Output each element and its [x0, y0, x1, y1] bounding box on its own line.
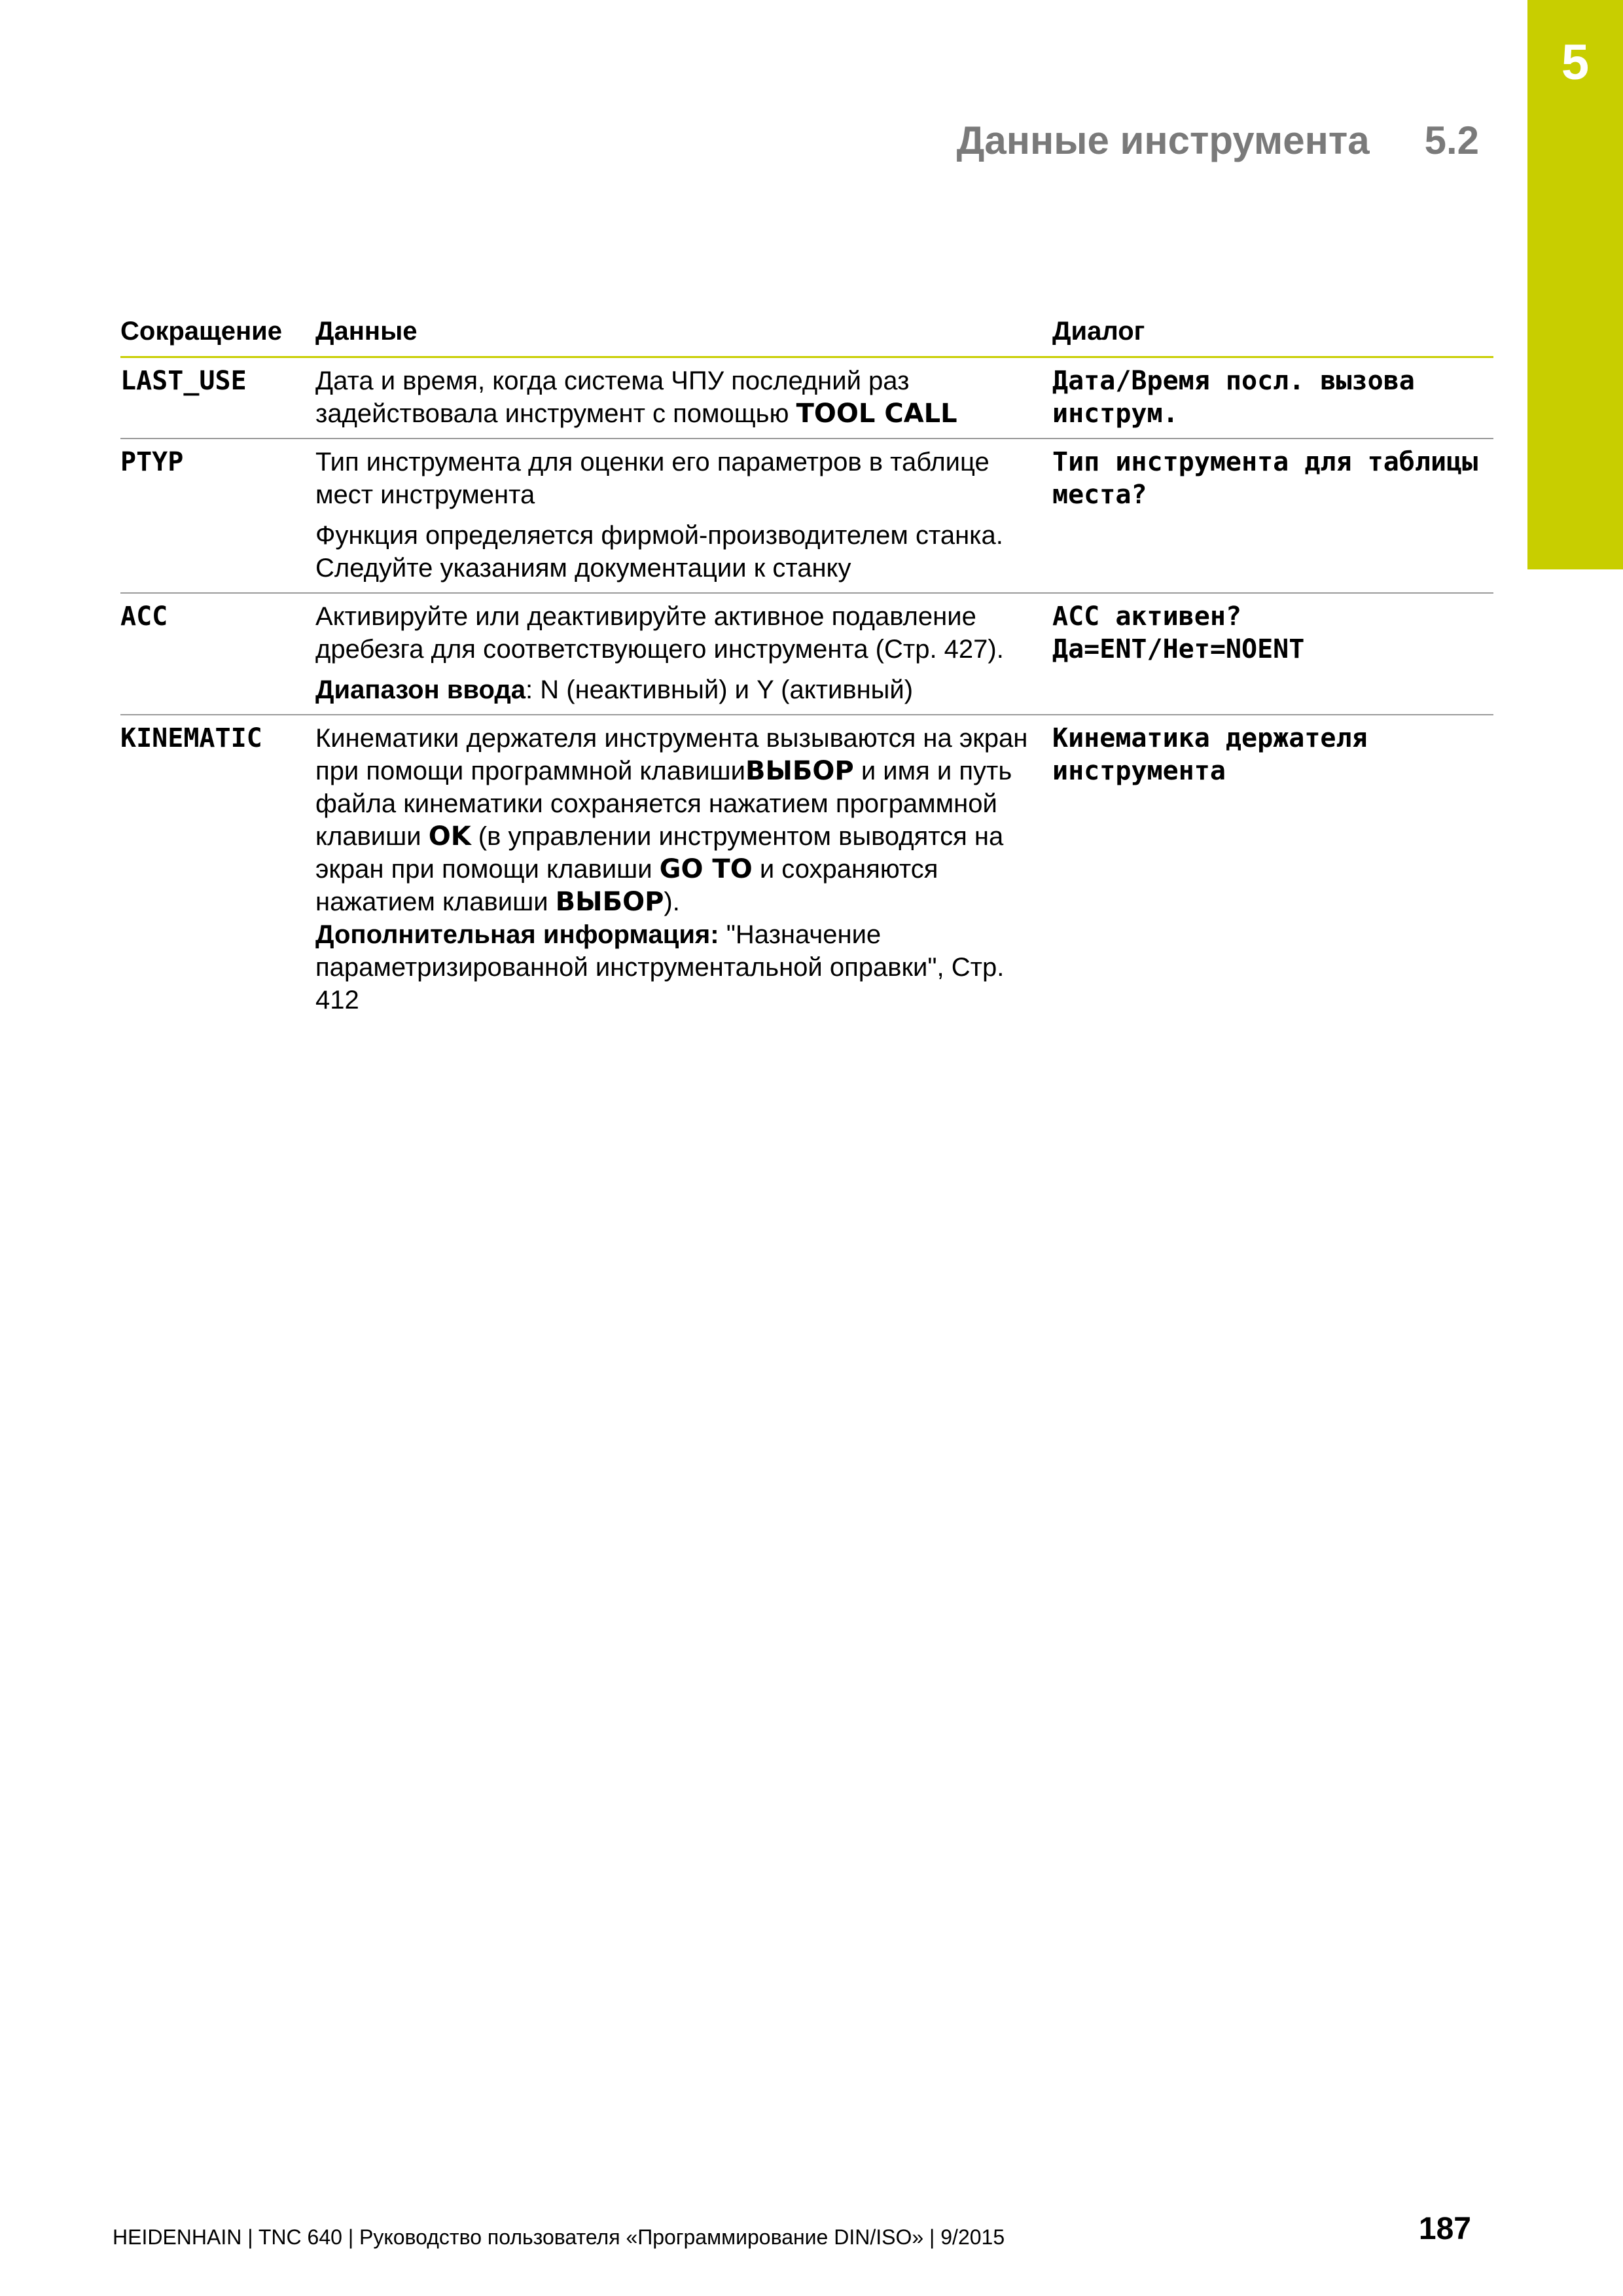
key-select: ВЫБОР	[555, 887, 664, 917]
text-fragment: и имя и путь файла кинематики сохраняется нажатием программной клавиши	[315, 757, 1012, 851]
data-text: Активируйте или деактивируйте активное подавление дребезга для соответствующего инструмента (Стр. 427).	[315, 602, 1004, 664]
dialog-cell: Тип инструмента для таблицы места?	[1052, 447, 1478, 510]
data-text: Дата и время, когда система ЧПУ последний раз задействовала инструмент с помощью	[315, 367, 910, 428]
text-fragment: Кинематики держателя инструмента вызываются на экран при помощи программной клавиши	[315, 724, 1028, 785]
chapter-tab	[1527, 0, 1623, 569]
page-number: 187	[1418, 2212, 1471, 2246]
dialog-cell	[1052, 600, 1493, 706]
dialog-cell: Дата/Время посл. вызова инструм.	[1052, 366, 1415, 429]
tool-data-table	[120, 313, 1493, 1024]
abbr-cell: PTYP	[120, 447, 184, 477]
table-row	[120, 358, 1493, 439]
data-cell	[315, 722, 1052, 1016]
data-cell	[315, 365, 1052, 430]
page-header	[851, 118, 1479, 164]
softkey-select: ВЫБОР	[745, 756, 854, 786]
abbr-cell: LAST_USE	[120, 366, 247, 396]
input-range-label: Диапазон ввода	[315, 675, 526, 704]
more-info-link[interactable]: "Назначение параметризированной инструментальной оправки", Стр. 412	[315, 920, 1005, 1014]
input-range	[315, 673, 1052, 706]
abbr-cell: KINEMATIC	[120, 723, 262, 753]
data-cell	[315, 600, 1052, 706]
tool-call-keyword: TOOL CALL	[796, 399, 957, 429]
table-row	[120, 439, 1493, 594]
input-range-text: : N (неактивный) и Y (активный)	[526, 675, 914, 704]
dialog-line: ACC активен?	[1052, 601, 1241, 632]
text-fragment: ).	[664, 888, 680, 916]
column-header-dialog: Диалог	[1052, 317, 1145, 346]
text-fragment: и сохраняются нажатием клавиши	[315, 855, 938, 916]
data-cell	[315, 446, 1052, 584]
column-header-abbr: Сокращение	[120, 317, 283, 346]
text-fragment: (в управлении инструментом выводятся на экран при помощи клавиши	[315, 822, 1004, 884]
more-info	[315, 918, 1052, 1016]
table-row	[120, 715, 1493, 1024]
table-row	[120, 594, 1493, 715]
table-header	[120, 313, 1493, 358]
dialog-cell: Кинематика держателя инструмента	[1052, 723, 1368, 786]
data-text	[315, 722, 1052, 918]
page-footer: HEIDENHAIN | TNC 640 | Руководство пользователя «Программирование DIN/ISO» | 9/2015	[113, 2225, 1005, 2249]
softkey-ok: OK	[428, 821, 471, 852]
machine-note: Функция определяется фирмой-производителем станка. Следуйте указаниям документации к станку	[315, 521, 1003, 583]
abbr-cell: ACC	[120, 601, 168, 632]
key-goto: GO TO	[659, 854, 753, 884]
chapter-number: 5	[1561, 35, 1590, 90]
data-text: Тип инструмента для оценки его параметров в таблице мест инструмента	[315, 448, 990, 509]
dialog-line: Да=ENT/Нет=NOENT	[1052, 634, 1305, 664]
column-header-data: Данные	[315, 317, 418, 346]
section-number: 5.2	[1424, 118, 1479, 162]
more-info-label: Дополнительная информация:	[315, 920, 719, 949]
section-title: Данные инструмента	[956, 118, 1370, 162]
